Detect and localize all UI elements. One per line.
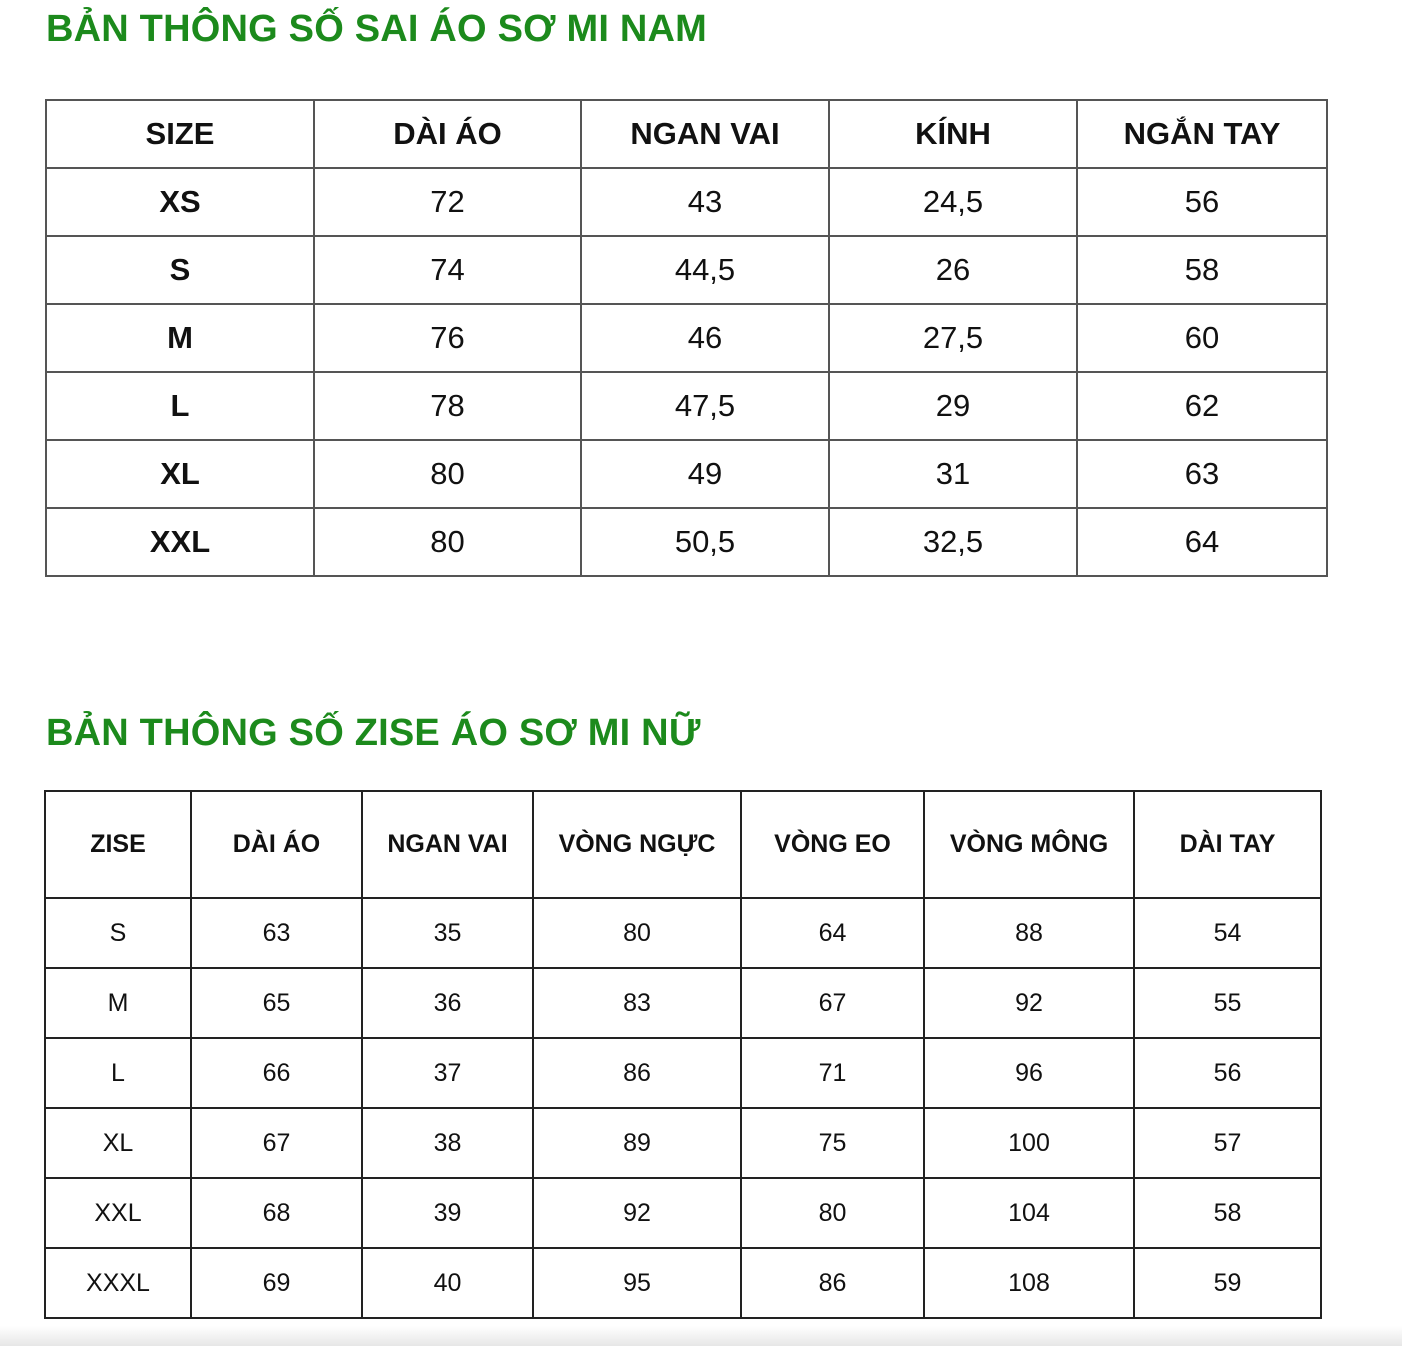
- header-ngan-tay: NGẮN TAY: [1077, 100, 1327, 168]
- header-dai-ao: DÀI ÁO: [314, 100, 581, 168]
- table-cell: 24,5: [829, 168, 1077, 236]
- header-kinh: KÍNH: [829, 100, 1077, 168]
- bottom-edge-shadow: [0, 1326, 1402, 1346]
- table-cell: 89: [533, 1108, 741, 1178]
- table-cell: 64: [741, 898, 924, 968]
- table-cell: 104: [924, 1178, 1134, 1248]
- table-cell: 56: [1134, 1038, 1321, 1108]
- table-cell: 75: [741, 1108, 924, 1178]
- table-cell: 43: [581, 168, 829, 236]
- table-cell: 46: [581, 304, 829, 372]
- table-cell: 58: [1077, 236, 1327, 304]
- table-cell: 66: [191, 1038, 362, 1108]
- table-cell: 47,5: [581, 372, 829, 440]
- table-cell: 63: [1077, 440, 1327, 508]
- size-cell: M: [45, 968, 191, 1038]
- table-cell: 38: [362, 1108, 533, 1178]
- table-cell: 69: [191, 1248, 362, 1318]
- table-cell: 71: [741, 1038, 924, 1108]
- table-cell: 32,5: [829, 508, 1077, 576]
- table-cell: 57: [1134, 1108, 1321, 1178]
- table-row: [46, 508, 1327, 576]
- table-cell: 62: [1077, 372, 1327, 440]
- table-cell: 50,5: [581, 508, 829, 576]
- table-cell: 72: [314, 168, 581, 236]
- table-row: [46, 304, 1327, 372]
- table-row: [45, 898, 1321, 968]
- size-cell: M: [46, 304, 314, 372]
- table-cell: 37: [362, 1038, 533, 1108]
- size-cell: XXL: [45, 1178, 191, 1248]
- table-header-row: [46, 100, 1327, 168]
- header-vong-eo: VÒNG EO: [741, 791, 924, 898]
- header-vong-mong: VÒNG MÔNG: [924, 791, 1134, 898]
- table-cell: 31: [829, 440, 1077, 508]
- table-cell: 60: [1077, 304, 1327, 372]
- men-size-chart-title: BẢN THÔNG SỐ SAI ÁO SƠ MI NAM: [46, 8, 708, 50]
- size-cell: L: [46, 372, 314, 440]
- table-cell: 44,5: [581, 236, 829, 304]
- table-cell: 83: [533, 968, 741, 1038]
- table-cell: 56: [1077, 168, 1327, 236]
- table-cell: 108: [924, 1248, 1134, 1318]
- table-cell: 96: [924, 1038, 1134, 1108]
- table-row: [46, 440, 1327, 508]
- size-cell: XL: [46, 440, 314, 508]
- table-cell: 80: [533, 898, 741, 968]
- size-cell: S: [46, 236, 314, 304]
- table-cell: 64: [1077, 508, 1327, 576]
- size-cell: XXL: [46, 508, 314, 576]
- table-cell: 49: [581, 440, 829, 508]
- table-cell: 74: [314, 236, 581, 304]
- table-cell: 80: [314, 508, 581, 576]
- table-cell: 92: [924, 968, 1134, 1038]
- table-row: [45, 1108, 1321, 1178]
- table-cell: 58: [1134, 1178, 1321, 1248]
- table-row: [45, 968, 1321, 1038]
- table-cell: 40: [362, 1248, 533, 1318]
- table-row: [45, 1248, 1321, 1318]
- men-size-table: [45, 99, 1328, 577]
- table-cell: 76: [314, 304, 581, 372]
- header-ngan-vai: NGAN VAI: [362, 791, 533, 898]
- table-cell: 80: [741, 1178, 924, 1248]
- table-header-row: [45, 791, 1321, 898]
- table-cell: 63: [191, 898, 362, 968]
- table-row: [45, 1178, 1321, 1248]
- table-cell: 78: [314, 372, 581, 440]
- table-cell: 67: [741, 968, 924, 1038]
- table-cell: 29: [829, 372, 1077, 440]
- table-row: [46, 372, 1327, 440]
- header-dai-ao: DÀI ÁO: [191, 791, 362, 898]
- table-cell: 65: [191, 968, 362, 1038]
- table-cell: 39: [362, 1178, 533, 1248]
- size-cell: S: [45, 898, 191, 968]
- table-cell: 59: [1134, 1248, 1321, 1318]
- table-row: [46, 236, 1327, 304]
- table-cell: 68: [191, 1178, 362, 1248]
- size-cell: XL: [45, 1108, 191, 1178]
- table-cell: 80: [314, 440, 581, 508]
- table-cell: 86: [533, 1038, 741, 1108]
- size-cell: XXXL: [45, 1248, 191, 1318]
- table-cell: 27,5: [829, 304, 1077, 372]
- table-cell: 36: [362, 968, 533, 1038]
- header-dai-tay: DÀI TAY: [1134, 791, 1321, 898]
- women-size-table: [44, 790, 1322, 1319]
- table-cell: 100: [924, 1108, 1134, 1178]
- table-cell: 54: [1134, 898, 1321, 968]
- table-cell: 86: [741, 1248, 924, 1318]
- table-cell: 35: [362, 898, 533, 968]
- women-size-chart-title: BẢN THÔNG SỐ ZISE ÁO SƠ MI NỮ: [46, 712, 701, 754]
- table-row: [46, 168, 1327, 236]
- header-vong-nguc: VÒNG NGỰC: [533, 791, 741, 898]
- table-cell: 95: [533, 1248, 741, 1318]
- table-cell: 67: [191, 1108, 362, 1178]
- header-size: SIZE: [46, 100, 314, 168]
- header-zise: ZISE: [45, 791, 191, 898]
- table-cell: 88: [924, 898, 1134, 968]
- header-ngan-vai: NGAN VAI: [581, 100, 829, 168]
- table-cell: 55: [1134, 968, 1321, 1038]
- table-cell: 92: [533, 1178, 741, 1248]
- table-cell: 26: [829, 236, 1077, 304]
- table-row: [45, 1038, 1321, 1108]
- size-cell: L: [45, 1038, 191, 1108]
- size-cell: XS: [46, 168, 314, 236]
